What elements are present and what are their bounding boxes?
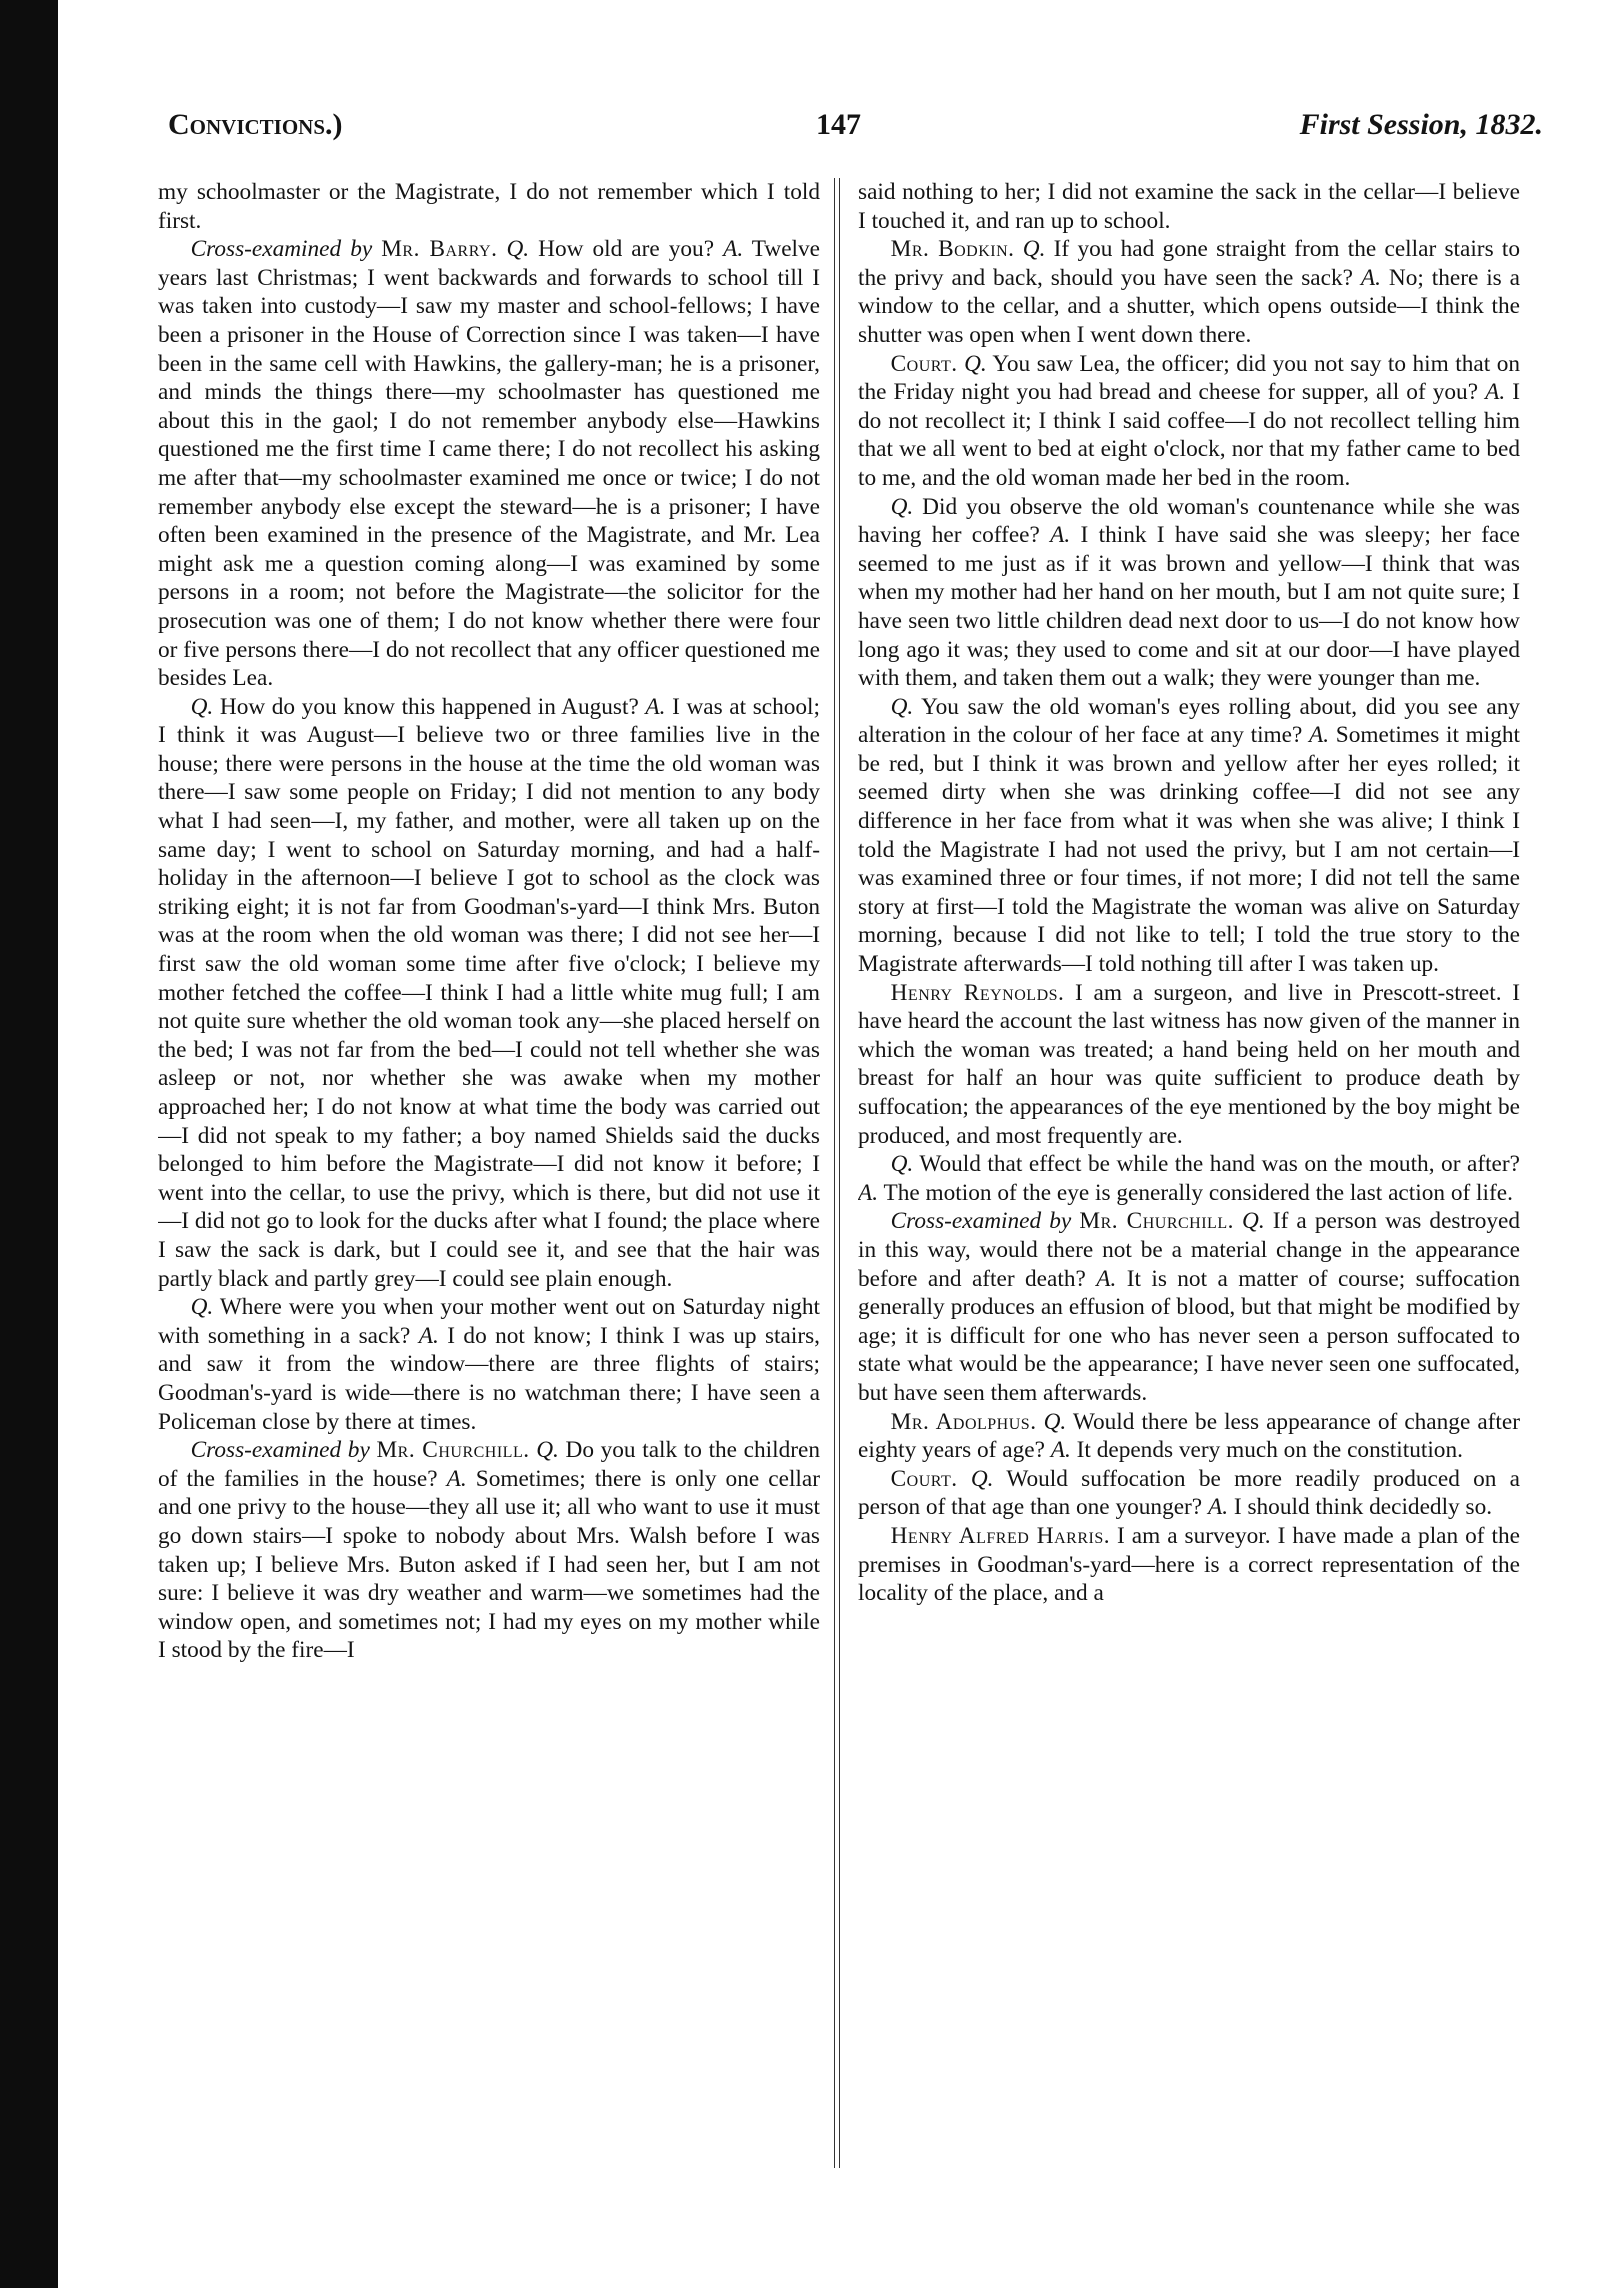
text-run: Q. <box>536 1437 559 1464</box>
page-binding-edge <box>0 0 58 2288</box>
paragraph <box>858 979 1520 1151</box>
text-run: A. <box>446 1465 467 1492</box>
text-run: A. <box>723 236 744 263</box>
text-run: It is not a matter of course; suffocation generally produces an effusion of blood, but that might be modified by age; it is difficult for one who has never seen a person suffocated to state what would be the appearance; I have never seen one suffocated, but have seen them afterwards. <box>858 1265 1520 1406</box>
paragraph <box>158 178 820 235</box>
left-text-column <box>158 178 820 2178</box>
text-run: A. <box>1050 1437 1071 1464</box>
text-run: I am a surgeon, and live in Prescott-street. I have heard the account the last witness has now given of the manner in which the woman was treated; a hand being held on her mouth and breast for half an hour was quite sufficient to produce death by suffocation; the appearances of the eye mentioned by the boy might be produced, and most frequently are. <box>858 979 1520 1149</box>
text-run: If you had gone straight from the cellar stairs to the privy and back, should you have seen the sack? <box>858 236 1520 291</box>
text-run: A. <box>1096 1265 1117 1292</box>
text-run: A. <box>1360 264 1381 291</box>
speaker-name: Court. <box>890 350 958 377</box>
text-run: Twelve years last Christmas; I went backwards and forwards to school till I was taken into custody—I saw my master and school-fellows; I have been a prisoner in the House of Correction since I was taken—I have been in the same cell with Hawkins, the gallery-man; he is a prisoner, and minds the things there—my schoolmaster has questioned me about this in the gaol; I do not remember anybody else—Hawkins questioned me the first time I came there; I do not recollect his asking me after that—my schoolmaster examined me once or twice; I do not remember anybody else except the steward—he is a prisoner; I have often been examined in the presence of the Magistrate, and Mr. Lea might ask me a question coming along—I was examined by some persons in a room; not before the Magistrate—the solicitor for the prosecution was one of them; I do not know whether there were four or five persons there—I do not recollect that any officer questioned me besides Lea. <box>158 236 820 692</box>
right-text-column <box>858 178 1520 2178</box>
text-run: Q. <box>506 236 530 263</box>
text-run: No; there is a window to the cellar, and a shutter, which opens outside—I think the shutter was open when I went down there. <box>858 264 1520 348</box>
text-run: Do you talk to the children of the families in the house? <box>158 1437 820 1492</box>
paragraph <box>858 1522 1520 1608</box>
text-run: Would suffocation be more readily produced on a person of that age than one younger? <box>858 1465 1520 1521</box>
text-run: I should think decidedly so. <box>1228 1494 1493 1521</box>
text-run: A. <box>418 1322 439 1349</box>
speaker-name: Henry Reynolds. <box>890 979 1065 1006</box>
text-run: I do not know; I think I was up stairs, and saw it from the window—there are three flights of stairs; Goodman's-yard is wide—there is no watchman there; I have seen a Policeman close by there at times. <box>158 1322 820 1435</box>
text-run: Q. <box>964 350 987 377</box>
speaker-name: Mr. Adolphus. <box>890 1408 1037 1435</box>
text-run: Sometimes it might be red, but I think it was brown and yellow after her eyes rolled; it seemed dirty when she was drinking coffee—I did not see any difference in her face from what it was when she was alive; I think I told the Magistrate I had not used the privy, but I am not certain—I was examined three or four times, if not more; I did not tell the same story at first—I told the Magistrate the woman was alive on Saturday morning, because I did not like to tell; I told the true story to the Magistrate afterwards—I told nothing till after I was taken up. <box>858 722 1520 978</box>
text-run: If a person was destroyed in this way, would there not be a material change in the appearance before and after death? <box>858 1208 1520 1292</box>
text-run: my schoolmaster or the Magistrate, I do not remember which I told first. <box>158 179 820 234</box>
paragraph <box>158 1293 820 1436</box>
text-run: I think I have said she was sleepy; her face seemed to me just as if it was brown and yellow—I think that was when my mother had her hand on her mouth, but I am not quite sure; I have seen two little children dead next door to us—I do not know how long ago it was; they used to come and sit at our door—I have played with them, and taken them out a walk; they were younger than me. <box>858 522 1520 692</box>
text-run <box>1037 1409 1044 1435</box>
text-run: Did you observe the old woman's countenance while she was having her coffee? <box>858 493 1520 549</box>
text-run: It depends very much on the constitution. <box>1070 1437 1463 1464</box>
text-run: A. <box>645 693 666 720</box>
text-run: Q. <box>1022 236 1046 263</box>
text-run: Sometimes; there is only one cellar and one privy to the house—they all use it; all who want to use it must go down stairs—I spoke to nobody about Mrs. Walsh before I was taken up; I believe Mrs. Buton asked if I had seen her, but I am not sure: I believe it was dry weather and warm—we sometimes had the window open, and sometimes not; I had my eyes on my mother while I stood by the fire—I <box>158 1465 820 1664</box>
paragraph <box>858 693 1520 979</box>
text-run: Q. <box>890 1151 914 1178</box>
text-run: A. <box>858 1179 879 1206</box>
text-run <box>1015 236 1023 262</box>
text-run: A. <box>1309 722 1330 749</box>
text-run: Q. <box>890 693 914 720</box>
text-run: The motion of the eye is generally considered the last action of life. <box>878 1179 1513 1206</box>
text-run: Q. <box>890 493 914 520</box>
column-divider <box>834 178 840 2168</box>
text-run: Q. <box>1043 1408 1067 1435</box>
text-run: A. <box>1485 379 1506 406</box>
text-run: I was at school; I think it was August—I believe two or three families live in the house; there were persons in the house at the time the old woman was there—I saw some people on Friday; I did not mention to any body what I had seen—I, my father, and mother, were all taken up on the same day; I went to school on Saturday morning, and had a half-holiday in the afternoon—I believe I got to school as the clock was striking eight; it is not far from Goodman's-yard—I think Mrs. Buton was at the room when the old woman was there; I did not see her—I first saw the old woman some time after five o'clock; I believe my mother fetched the coffee—I think I had a little white mug full; I am not quite sure whether the old woman took any—she placed herself on the bed; I was not far from the bed—I could not tell whether she was asleep or not, nor whether she was awake when my mother approached her; I do not know at what time the body was carried out—I did not speak to my father; a boy named Shields said the ducks belonged to him before the Magistrate—I did not know it before; I went into the cellar, to use the privy, which is there, but did not use it—I did not go to look for the ducks after what I found; the place where I saw the sack is dark, but I could see it, and see that the hair was partly black and partly grey—I could see plain enough. <box>158 693 820 1292</box>
text-run: A. <box>1207 1494 1229 1521</box>
text-run: Would that effect be while the hand was on the mouth, or after? <box>913 1151 1520 1178</box>
page-header <box>168 108 1543 158</box>
text-run: How old are you? <box>529 236 724 263</box>
text-run: Cross-examined by <box>890 1208 1080 1235</box>
paragraph <box>158 1436 820 1665</box>
paragraph <box>858 1408 1520 1465</box>
paragraph <box>858 1465 1520 1522</box>
running-head-left: Convictions.) <box>168 108 343 141</box>
paragraph <box>158 235 820 693</box>
paragraph <box>858 235 1520 349</box>
speaker-name: Mr. Bodkin. <box>890 236 1015 263</box>
paragraph <box>858 1207 1520 1407</box>
text-run: Q. <box>190 1294 214 1321</box>
text-run: Would there be less appearance of change after eighty years of age? <box>858 1408 1520 1464</box>
speaker-name: Court. <box>890 1465 958 1492</box>
text-run: Cross-examined by <box>190 1437 377 1464</box>
speaker-name: Mr. Churchill. <box>376 1437 530 1464</box>
text-run: You saw the old woman's eyes rolling about, did you see any alteration in the colour of her face at any time? <box>858 693 1520 749</box>
paragraph <box>858 350 1520 493</box>
text-run: said nothing to her; I did not examine the sack in the cellar—I believe I touched it, and ran up to school. <box>858 179 1520 234</box>
text-run: I am a surveyor. I have made a plan of the premises in Goodman's-yard—here is a correct representation of the locality of the place, and a <box>858 1522 1520 1607</box>
text-run <box>958 1466 971 1492</box>
text-run: You saw Lea, the officer; did you not say to him that on the Friday night you had bread and cheese for supper, all of you? <box>858 350 1520 406</box>
text-run: Q. <box>190 693 214 720</box>
text-run: Where were you when your mother went out on Saturday night with something in a sack? <box>158 1294 820 1349</box>
text-run: Cross-examined by <box>190 236 382 263</box>
paragraph <box>858 493 1520 693</box>
text-run <box>1234 1208 1242 1234</box>
text-run: A. <box>1050 522 1071 549</box>
paragraph <box>858 1150 1520 1207</box>
paragraph <box>858 178 1520 235</box>
text-run: I do not recollect it; I think I said coffee—I do not recollect telling him that we all went to bed at eight o'clock, nor that my father came to bed to me, and the old woman made her bed in the room. <box>858 379 1520 491</box>
speaker-name: Mr. Barry. <box>381 236 498 263</box>
page-number: 147 <box>816 108 861 141</box>
running-head-right: First Session, 1832. <box>1299 108 1543 141</box>
speaker-name: Mr. Churchill. <box>1079 1208 1234 1235</box>
text-run: How do you know this happened in August? <box>213 693 646 720</box>
speaker-name: Henry Alfred Harris. <box>890 1522 1111 1549</box>
text-run: Q. <box>970 1465 994 1492</box>
text-run: Q. <box>1242 1208 1265 1235</box>
paragraph <box>158 693 820 1293</box>
